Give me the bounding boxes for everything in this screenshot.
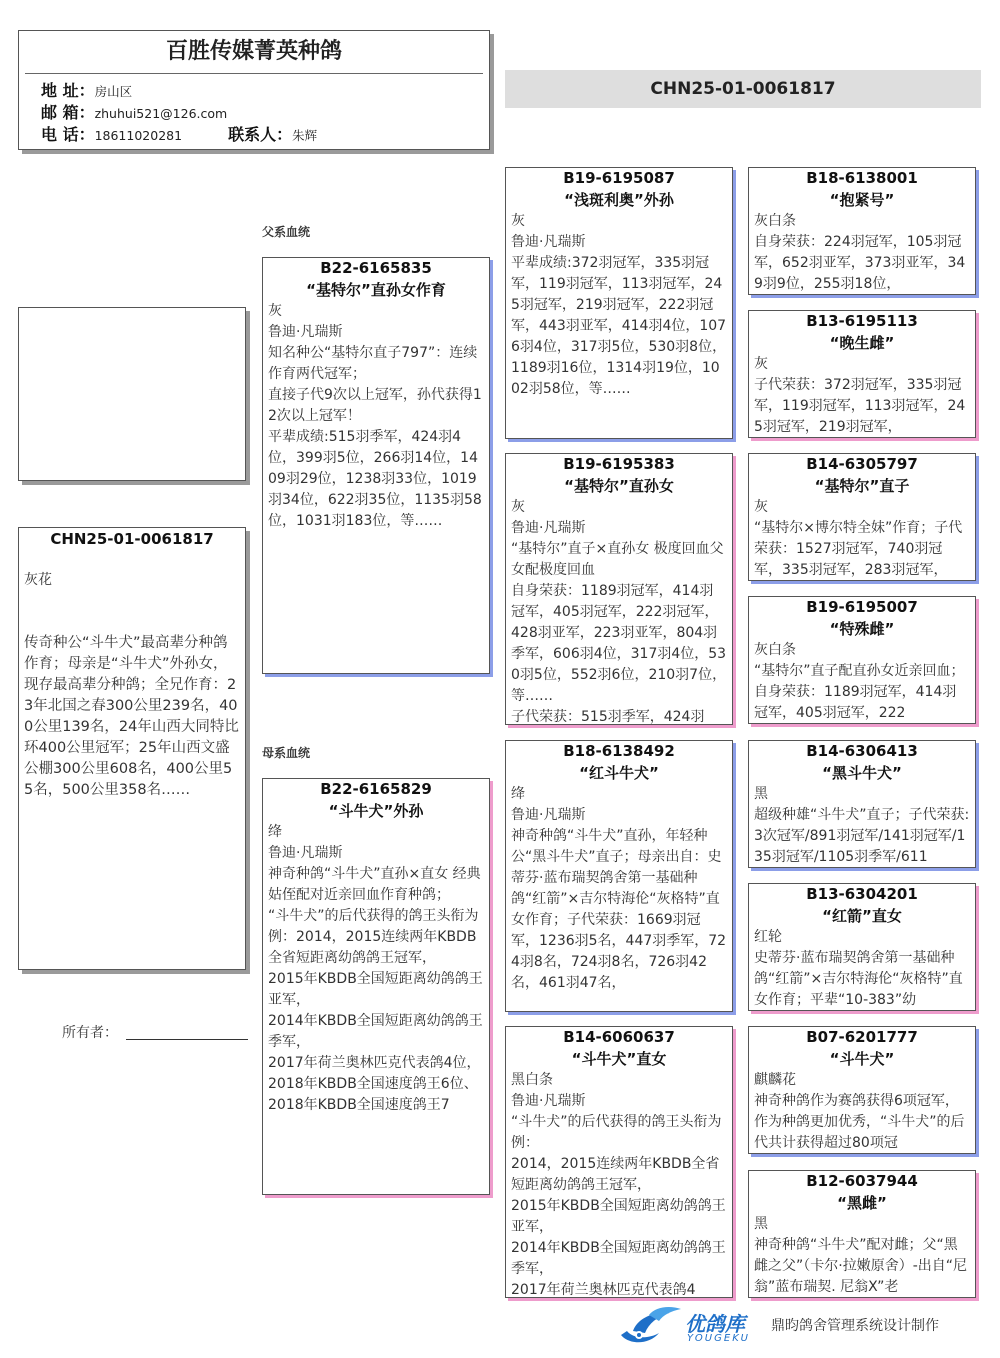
great-grandparent-card-3 [748, 453, 976, 581]
g4-ring: B19-6195007 [806, 598, 918, 616]
logo-text-cn: 优鸽库 [685, 1312, 745, 1336]
g5-description: 超级种雄“斗牛犬”直子；子代荣获:3次冠军/891羽冠军/141羽冠军/135羽冠军/1105羽季军/611 [754, 807, 970, 865]
great-grandparent-card-8 [748, 1170, 976, 1298]
granddam-paternal-card [505, 453, 733, 725]
ds-color: 绛 [511, 786, 525, 802]
g4-description: “基特尔”直子配直孙女近亲回血；自身荣获：1189羽冠军，414羽冠军，405羽冠军，222 [754, 663, 965, 721]
g1-name: “抱紧号” [829, 191, 895, 209]
g1-color: 灰白条 [754, 213, 796, 229]
sire-section-label: 父系血统 [262, 225, 311, 239]
ss-description: 平辈成绩:372羽冠军，335羽冠军，119羽冠军，113羽冠军，245羽冠军，219羽冠军，222羽冠军，443羽亚军，414羽4位，1076羽4位，317羽5位，530羽8位，1189羽16位，1314羽19位，1002羽58位，等…… [511, 255, 727, 397]
contact-value: 朱辉 [292, 128, 318, 143]
yougeku-logo-icon [615, 1305, 685, 1347]
ds-name: “红斗牛犬” [579, 764, 659, 782]
loft-title: 百胜传媒菁英种鸽 [165, 39, 342, 64]
g6-color: 红轮 [754, 929, 782, 945]
sire-card [262, 257, 490, 674]
sd-description: “基特尔”直子×直孙女 极度回血父女配极度回血 自身荣获：1189羽冠军，414羽冠军，405羽冠军，222羽冠军，428羽亚军，223羽亚军，804羽季军，606羽4位，317羽4位，530羽5位，552羽6位，210羽7位，等…… 子代荣获：515羽季军，424羽 [511, 541, 727, 725]
sire-name: “基特尔”直孙女作育 [306, 281, 446, 299]
pigeon-photo-frame [18, 307, 246, 481]
g6-description: 史蒂芬·蓝布瑞契鸽舍第一基础种鸽“红箭”×吉尔特海伦“灰格特”直女作育；平辈“10-383”幼 [754, 950, 963, 1008]
logo-text-en: YOUGEKU [687, 1333, 750, 1344]
g7-color: 麒麟花 [754, 1072, 796, 1088]
email-label: 邮 箱： [41, 103, 95, 122]
ring-banner-text: CHN25-01-0061817 [650, 79, 836, 99]
phone-label: 电 话： [41, 125, 95, 144]
g7-name: “斗牛犬” [829, 1050, 895, 1068]
header-card [18, 30, 490, 150]
sd-color: 灰 [511, 499, 525, 515]
g8-color: 黑 [754, 1216, 768, 1232]
g2-ring: B13-6195113 [806, 312, 918, 330]
sire-breeder: 鲁迪·凡瑞斯 [268, 324, 343, 340]
dd-breeder: 鲁迪·凡瑞斯 [511, 1093, 586, 1109]
dam-name: “斗牛犬”外孙 [328, 802, 424, 820]
g5-ring: B14-6306413 [806, 742, 918, 760]
subject-ring: CHN25-01-0061817 [50, 530, 214, 548]
granddam-maternal-card [505, 1026, 733, 1298]
subject-card [18, 527, 246, 970]
ss-ring: B19-6195087 [563, 169, 675, 187]
g2-color: 灰 [754, 356, 768, 372]
address-label: 地 址： [41, 81, 95, 100]
sire-color: 灰 [268, 303, 282, 319]
dam-card [262, 778, 490, 1195]
g1-ring: B18-6138001 [806, 169, 918, 187]
g7-ring: B07-6201777 [806, 1028, 918, 1046]
ds-ring: B18-6138492 [563, 742, 675, 760]
owner-blank[interactable] [126, 1039, 248, 1040]
g3-ring: B14-6305797 [806, 455, 918, 473]
g5-color: 黑 [754, 786, 768, 802]
dam-color: 绛 [268, 824, 282, 840]
ring-banner [505, 70, 981, 108]
ds-breeder: 鲁迪·凡瑞斯 [511, 807, 586, 823]
subject-color: 灰花 [24, 572, 52, 588]
address-value: 房山区 [94, 84, 133, 99]
great-grandparent-card-2 [748, 310, 976, 438]
g8-name: “黑雌” [837, 1194, 887, 1212]
contact-label: 联系人： [228, 125, 293, 144]
g8-description: 神奇种鸽“斗牛犬”配对雌；父“黑雌之父”（卡尔·拉嫩原舍）-出自“尼翁”蓝布瑞契. 尼翁X”老 [754, 1237, 968, 1295]
sire-description: 知名种公“基特尔直子797”：连续作育两代冠军； 直接子代9次以上冠军，孙代获得12次以上冠军！ 平辈成绩:515羽季军，424羽4位，399羽5位，266羽14位，1409羽29位，1238羽33位，1019羽34位，622羽35位，1135羽58位，1031羽183位，等…… [268, 345, 482, 529]
subject-description: 传奇种公“斗牛犬”最高辈分种鸽作育；母亲是“斗牛犬”外孙女，现存最高辈分种鸽；全兄作育：23年北国之春300公里239名，400公里139名，24年山西大同特比环400公里冠军；25年山西文盛公棚300公里608名，400公里55名，500公里358名…… [24, 635, 239, 798]
email-value: zhuhui521@126.com [94, 106, 228, 121]
g8-ring: B12-6037944 [806, 1172, 918, 1190]
great-grandparent-card-7 [748, 1026, 976, 1154]
g7-description: 神奇种鸽作为赛鸽获得6项冠军，作为种鸽更加优秀，“斗牛犬”的后代共计获得超过80项冠 [754, 1093, 965, 1151]
great-grandparent-card-1 [748, 167, 976, 295]
g4-name: “特殊雌” [829, 620, 895, 638]
owner-line [62, 1022, 248, 1042]
footer-credit: 鼎昀鸽舍管理系统设计制作 [771, 1318, 939, 1334]
dd-color: 黑白条 [511, 1072, 553, 1088]
g4-color: 灰白条 [754, 642, 796, 658]
sd-name: “基特尔”直孙女 [564, 477, 674, 495]
dam-ring: B22-6165829 [320, 780, 432, 798]
g1-description: 自身荣获：224羽冠军，105羽冠军，652羽亚军，373羽亚军，349羽9位，255羽18位， [754, 234, 966, 292]
dam-description: 神奇种鸽“斗牛犬”直孙×直女 经典姑侄配对近亲回血作育种鸽； “斗牛犬”的后代获得的鸽王头衔为例：2014，2015连续两年KBDB全省短距离幼鸽鸽王冠军， 2015年KBDB全国短距离幼鸽鸽王亚军， 2014年KBDB全国短距离幼鸽鸽王季军， 2017年荷兰奥林匹克代表鸽4位， 2018年KBDB全国速度鸽王6位、 2018年KBDB全国速度鸽王7 [268, 866, 483, 1113]
g3-color: 灰 [754, 499, 768, 515]
dam-breeder: 鲁迪·凡瑞斯 [268, 845, 343, 861]
ss-breeder: 鲁迪·凡瑞斯 [511, 234, 586, 250]
sd-breeder: 鲁迪·凡瑞斯 [511, 520, 586, 536]
owner-label: 所有者： [62, 1025, 118, 1041]
great-grandparent-card-6 [748, 883, 976, 1011]
grandsire-maternal-card [505, 740, 733, 1012]
ds-description: 神奇种鸽“斗牛犬”直孙，年轻种公“黑斗牛犬”直子；母亲出自：史蒂芬·蓝布瑞契鸽舍第一基础种鸽“红箭”×吉尔特海伦“灰格特”直女作育；子代荣获：1669羽冠军，1236羽5名，447羽季军，724羽8名，724羽8名，726羽42名，461羽47名， [511, 828, 727, 991]
g3-description: “基特尔×博尔特全妹”作育；子代荣获：1527羽冠军，740羽冠军，335羽冠军，283羽冠军， [754, 520, 963, 578]
g2-name: “晚生雌” [829, 334, 895, 352]
great-grandparent-card-4 [748, 596, 976, 724]
dd-ring: B14-6060637 [563, 1028, 675, 1046]
dam-section-label: 母系血统 [262, 746, 311, 760]
phone-value: 18611020281 [94, 128, 183, 143]
great-grandparent-card-5 [748, 740, 976, 868]
dd-name: “斗牛犬”直女 [571, 1050, 667, 1068]
dd-description: “斗牛犬”的后代获得的鸽王头衔为例： 2014，2015连续两年KBDB全省短距离幼鸽鸽王冠军， 2015年KBDB全国短距离幼鸽鸽王亚军， 2014年KBDB全国短距离幼鸽鸽王季军， 2017年荷兰奥林匹克代表鸽4 [511, 1114, 726, 1298]
ss-name: “浅斑利奥”外孙 [564, 191, 674, 209]
g6-ring: B13-6304201 [806, 885, 918, 903]
grandsire-paternal-card [505, 167, 733, 439]
g3-name: “基特尔”直子 [814, 477, 910, 495]
footer [615, 1305, 995, 1350]
g5-name: “黑斗牛犬” [822, 764, 902, 782]
g2-description: 子代荣获：372羽冠军，335羽冠军，119羽冠军，113羽冠军，245羽冠军，219羽冠军， [754, 377, 966, 435]
sd-ring: B19-6195383 [563, 455, 675, 473]
ss-color: 灰 [511, 213, 525, 229]
sire-ring: B22-6165835 [320, 259, 432, 277]
g6-name: “红箭”直女 [822, 907, 902, 925]
